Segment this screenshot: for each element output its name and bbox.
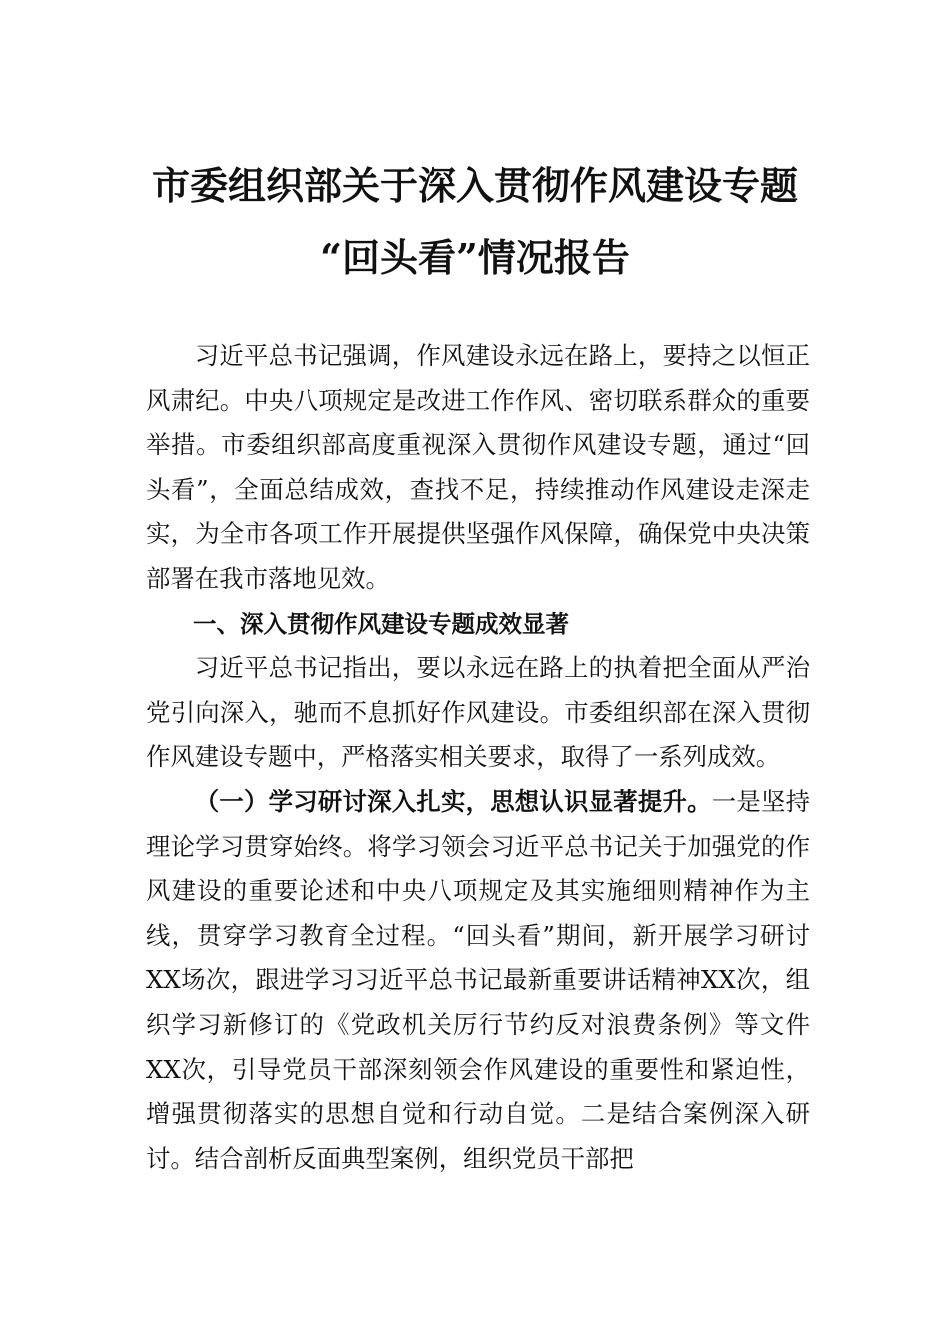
document-body	[146, 334, 810, 1181]
document-title-line-1: 市委组织部关于深入贯彻作风建设专题	[151, 163, 798, 208]
subsection-paragraph	[146, 780, 810, 1181]
subsection-body: 一是坚持理论学习贯穿始终。将学习领会习近平总书记关于加强党的作风建设的重要论述和中央八项规定及其实施细则精神作为主线，贯穿学习教育全过程。“回头看”期间，新开展学习研讨XX场次，跟进学习习近平总书记最新重要讲话精神XX次，组织学习新修订的《党政机关厉行节约反对浪费条例》等文件XX次，引导党员干部深刻领会作风建设的重要性和紧迫性，增强贯彻落实的思想自觉和行动自觉。二是结合案例深入研讨。结合剖析反面典型案例，组织党员干部把	[146, 786, 810, 1173]
subsection-lead: （一）学习研讨深入扎实，思想认识显著提升。	[194, 786, 712, 816]
document-title-line-2: “回头看”情况报告	[320, 235, 630, 280]
section-heading: 一、深入贯彻作风建设专题成效显著	[193, 609, 569, 638]
intro-paragraph: 习近平总书记强调，作风建设永远在路上，要持之以恒正风肃纪。中央八项规定是改进工作作风、密切联系群众的重要举措。市委组织部高度重视深入贯彻作风建设专题，通过“回头看”，全面总结成效，查找不足，持续推动作风建设走深走实，为全市各项工作开展提供坚强作风保障，确保党中央决策部署在我市落地见效。	[146, 341, 810, 593]
section-paragraph: 习近平总书记指出，要以永远在路上的执着把全面从严治党引向深入，驰而不息抓好作风建设。市委组织部在深入贯彻作风建设专题中，严格落实相关要求，取得了一系列成效。	[146, 653, 810, 772]
